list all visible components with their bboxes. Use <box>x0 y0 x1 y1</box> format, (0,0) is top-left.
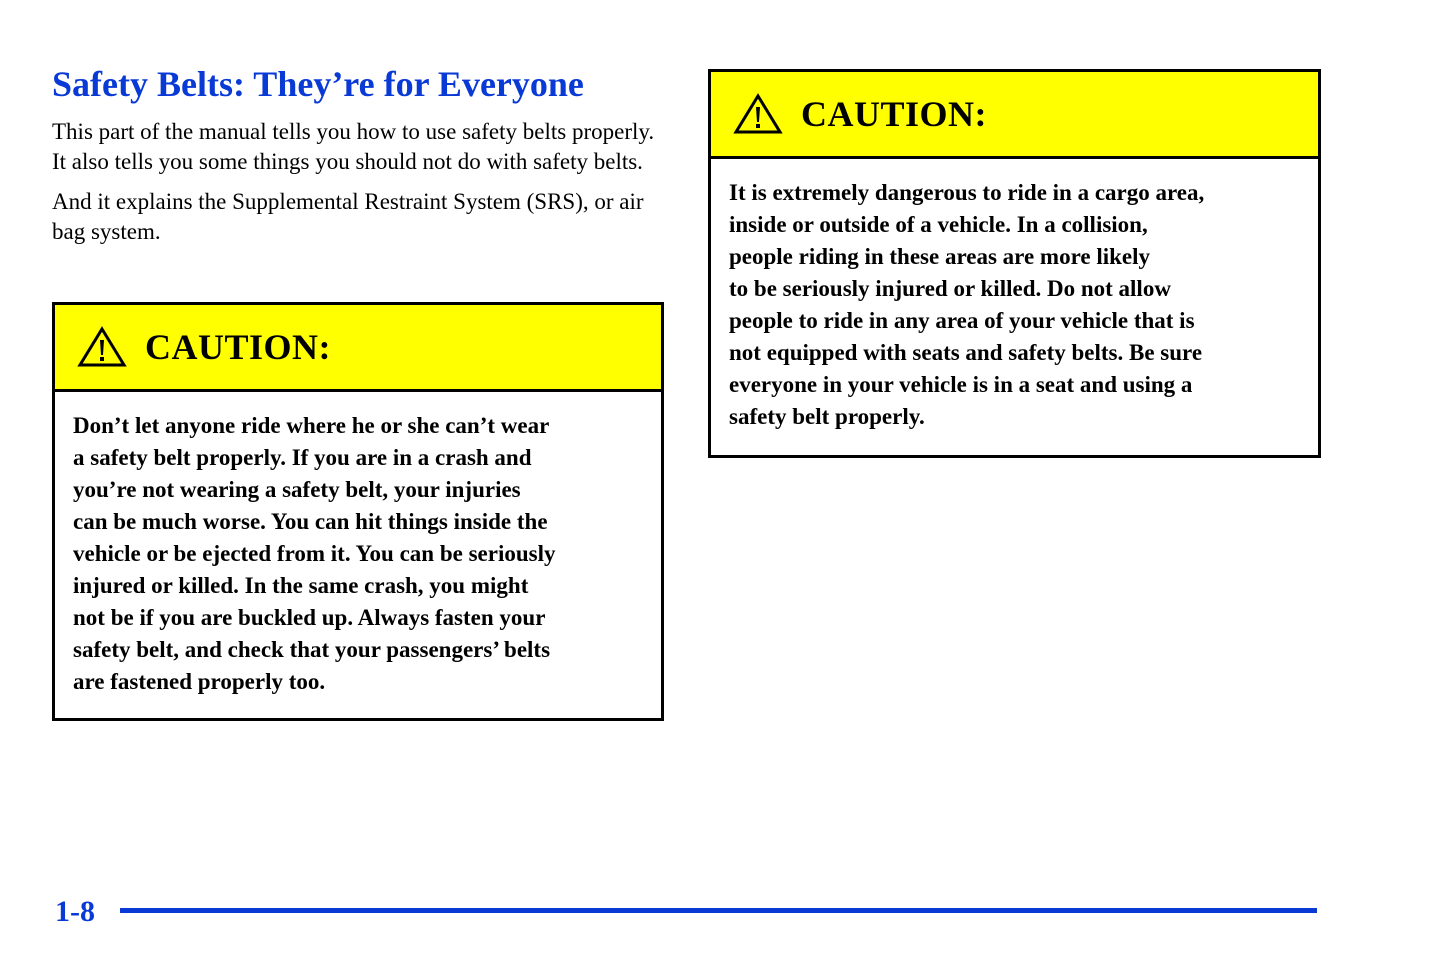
caution-line: safety belt properly. <box>729 404 925 429</box>
caution-line: to be seriously injured or killed. Do not allow <box>729 276 1171 301</box>
caution-line: Don’t let anyone ride where he or she can’t wear <box>73 413 550 438</box>
caution-line: everyone in your vehicle is in a seat and using a <box>729 372 1193 397</box>
caution-header <box>55 305 661 392</box>
warning-triangle-icon <box>733 93 783 135</box>
caution-line: inside or outside of a vehicle. In a collision, <box>729 212 1148 237</box>
caution-line: you’re not wearing a safety belt, your injuries <box>73 477 521 502</box>
page-title: Safety Belts: They’re for Everyone <box>52 64 584 104</box>
caution-header <box>711 72 1318 159</box>
caution-line: a safety belt properly. If you are in a crash and <box>73 445 532 470</box>
intro-paragraph: This part of the manual tells you how to use safety belts properly. It also tells you some things you should not do with safety belts. <box>52 119 655 174</box>
caution-line: It is extremely dangerous to ride in a cargo area, <box>729 180 1205 205</box>
caution-line: can be much worse. You can hit things inside the <box>73 509 548 534</box>
caution-line: safety belt, and check that your passengers’ belts <box>73 637 551 662</box>
caution-box-left <box>52 302 664 721</box>
intro-paragraph: And it explains the Supplemental Restraint System (SRS), or air bag system. <box>52 189 644 244</box>
caution-line: people to ride in any area of your vehicle that is <box>729 308 1195 333</box>
caution-line: not equipped with seats and safety belts. Be sure <box>729 340 1203 365</box>
caution-line: not be if you are buckled up. Always fasten your <box>73 605 546 630</box>
caution-label: CAUTION: <box>145 327 332 367</box>
caution-label: CAUTION: <box>801 94 988 134</box>
warning-triangle-icon <box>77 326 127 368</box>
intro-text <box>52 117 664 257</box>
caution-line: are fastened properly too. <box>73 669 326 694</box>
caution-line: people riding in these areas are more likely <box>729 244 1150 269</box>
caution-text <box>711 159 1318 433</box>
caution-line: vehicle or be ejected from it. You can be seriously <box>73 541 556 566</box>
caution-line: injured or killed. In the same crash, you might <box>73 573 529 598</box>
footer-rule <box>120 908 1317 913</box>
page-number: 1-8 <box>55 895 95 928</box>
caution-box-right <box>708 69 1321 458</box>
caution-text <box>55 392 661 698</box>
